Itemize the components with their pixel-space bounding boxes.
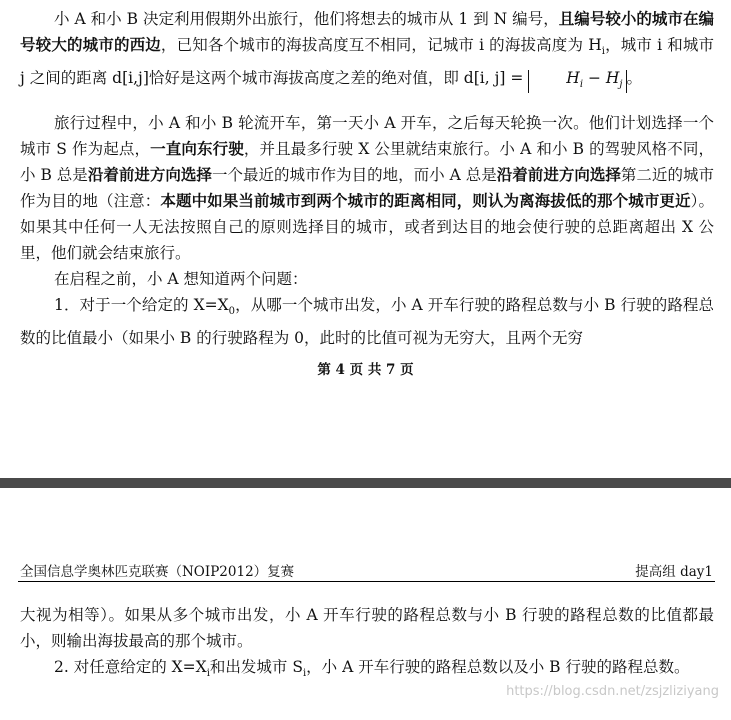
text-run: 1．对于一个给定的 X=X xyxy=(54,296,229,314)
text-run: 和出发城市 S xyxy=(209,658,303,676)
text-run: 。 xyxy=(626,69,643,88)
page-number-footer: 第 4 页 共 7 页 xyxy=(317,362,414,378)
text-run: ，从哪一个城市出发，小 A 开车行驶的路程总数与小 B 行驶的路程总数的比值最小（如果小 B 的行驶路程为 0，此时的比值可视为无穷大，且两个无穷 xyxy=(20,296,714,348)
bold-text: 且编号较小的城市在编号较大的城市的西边 xyxy=(20,9,714,54)
bold-text: 沿着前进方向选择 xyxy=(87,165,212,184)
text-run: 一个最近的城市作为目的地，而小 A 总是 xyxy=(211,166,497,184)
paragraph-question-1 xyxy=(20,292,714,351)
subscript: 0 xyxy=(228,306,236,318)
page-separator xyxy=(0,478,731,488)
bold-text: 沿着前进方向选择 xyxy=(496,165,621,184)
paragraph-continued: 大视为相等）。如果从多个城市出发，小 A 开车行驶的路程总数与小 B 行驶的路程总数的比值都最小，则输出海拔最高的那个城市。 xyxy=(20,606,714,650)
text-run: 旅行过程中，小 A 和小 B 轮流开车，第一天小 A 开车，之后每天轮换一次。他们计划选择一个城市 S 作为起点， xyxy=(20,114,714,158)
paragraph-questions-intro: 在启程之前，小 A 想知道两个问题： xyxy=(54,270,308,288)
abs-h: H xyxy=(566,69,580,88)
text-run: ，城市 i 和城市 j 之间的距离 d[i,j]恰好是这两个城市海拔高度之差的绝对值，即 d[i, j] = xyxy=(20,36,715,88)
page-5 xyxy=(0,488,731,720)
text-run: ）。如果其中任何一人无法按照自己的原则选择目的城市，或者到达目的地会使行驶的总距离超出 X 公里，他们就会结束旅行。 xyxy=(20,192,714,262)
page-header-group: 提高组 day1 xyxy=(635,564,713,580)
bold-text: 一直向东行驶 xyxy=(150,139,244,158)
subscript: i xyxy=(206,668,210,680)
subscript: i xyxy=(302,668,307,680)
text-run: 2. 对任意给定的 X=X xyxy=(54,658,207,676)
paragraph-intro xyxy=(20,6,714,93)
subscript: i xyxy=(601,46,605,58)
paragraph-question-2 xyxy=(20,654,714,687)
abs-expression: $H_i - H_j$ xyxy=(528,70,626,93)
paragraph-rules xyxy=(20,110,714,266)
watermark-url: https://blog.csdn.net/zsjzliziyang xyxy=(506,684,719,699)
page-header-title: 全国信息学奥林匹克联赛（NOIP2012）复赛 xyxy=(20,564,295,580)
text-run: 第二近的城市作为目的地（注意： xyxy=(20,166,714,210)
text-run: 小 A 和小 B 决定利用假期外出旅行，他们将想去的城市从 1 到 N 编号， xyxy=(54,10,559,28)
text-run: ，已知各个城市的海拔高度互不相同，记城市 i 的海拔高度为 H xyxy=(160,36,602,54)
header-divider xyxy=(18,581,715,582)
text-run: ，小 A 开车行驶的路程总数以及小 B 行驶的路程总数。 xyxy=(306,658,690,676)
bold-text: 本题中如果当前城市到两个城市的距离相同，则认为离海拔低的那个城市更近 xyxy=(160,191,691,210)
abs-h: H xyxy=(605,69,620,88)
text-run: ，并且最多行驶 X 公里就结束旅行。小 A 和小 B 的驾驶风格不同，小 B 总是 xyxy=(20,140,714,184)
